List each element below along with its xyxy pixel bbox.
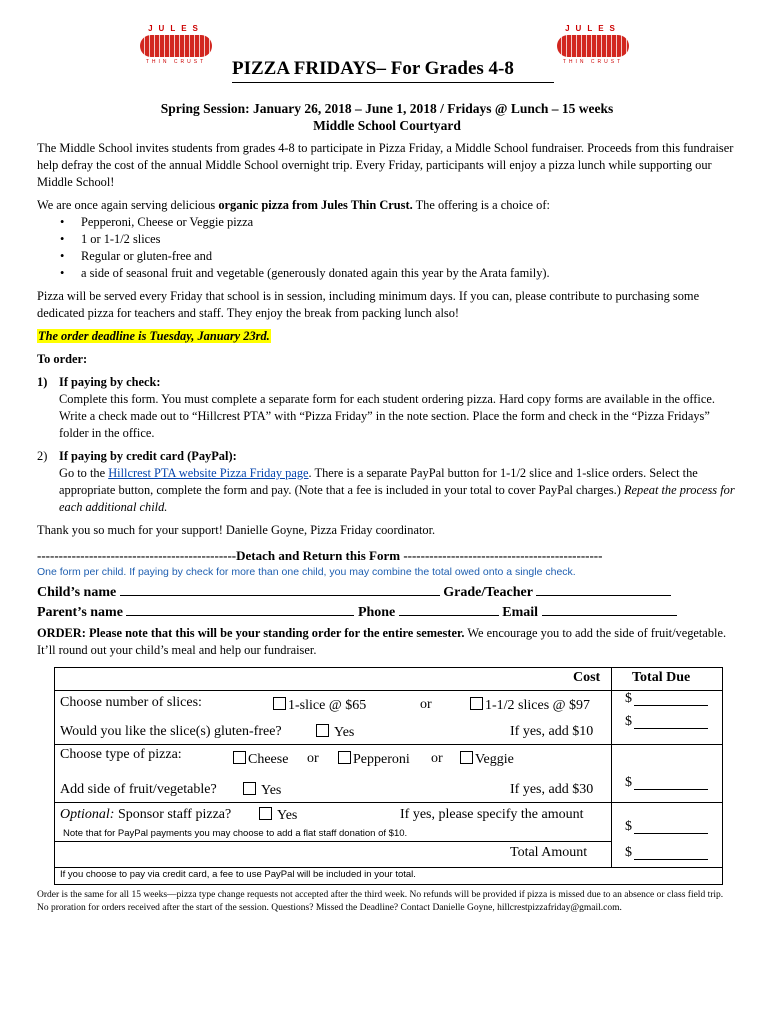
- side-option[interactable]: [243, 782, 281, 799]
- phone-field[interactable]: [399, 603, 499, 616]
- side-total-dollar: $: [625, 775, 632, 790]
- total-amount-field[interactable]: [634, 847, 708, 860]
- veggie-label: Veggie: [475, 752, 514, 767]
- pepperoni-option[interactable]: [338, 751, 410, 768]
- order-table: [54, 667, 723, 885]
- step-text: [59, 374, 737, 442]
- list-item: • Pepperoni, Cheese or Veggie pizza: [81, 214, 737, 231]
- deadline-line: [37, 328, 737, 345]
- child-name-label: Child’s name: [37, 585, 117, 600]
- cc-note-row: [55, 867, 722, 884]
- logo-word: JULES: [148, 24, 204, 33]
- child-name-field[interactable]: [120, 583, 440, 596]
- offer-paragraph: [37, 197, 737, 214]
- total-amount-dollar: $: [625, 845, 632, 860]
- order-paragraph: [37, 625, 737, 659]
- veggie-checkbox[interactable]: [460, 751, 473, 764]
- step-body: Complete this form. You must complete a separate form for each student ordering pizza. Hard copy forms are available in the office. Write a check made out to “Hillcrest PTA” with “Pizza Friday” in the note section. Place the form and check in the “Pizza Fridays” folder in the office.: [59, 392, 715, 440]
- sponsor-text: Sponsor staff pizza?: [114, 807, 232, 822]
- step-heading: If paying by check:: [59, 375, 161, 389]
- step-check: [37, 374, 737, 442]
- total-row: [55, 841, 722, 867]
- offering-list: [37, 214, 737, 282]
- cheese-label: Cheese: [248, 752, 289, 767]
- deadline-highlight: The order deadline is Tuesday, January 23rd.: [38, 329, 270, 343]
- logo-graphic: [140, 35, 212, 57]
- pepperoni-label: Pepperoni: [353, 752, 410, 767]
- pizza-type-question: Choose type of pizza:: [60, 747, 182, 762]
- yes-label: Yes: [333, 725, 355, 740]
- or-text: or: [420, 697, 432, 712]
- gluten-free-option[interactable]: [316, 724, 354, 741]
- logo-sub: THIN CRUST: [562, 59, 624, 65]
- logo-graphic: [557, 35, 629, 57]
- offer-post: The offering is a choice of:: [412, 198, 550, 212]
- offer-pre: We are once again serving delicious: [37, 198, 219, 212]
- gluten-free-total-dollar: $: [625, 714, 632, 729]
- jules-logo-left: [137, 24, 215, 74]
- footer-note: Order is the same for all 15 weeks—pizza type change requests not accepted after the third week. No refunds will be provided if pizza is missed due to an absence or class field trip. No proration for orders received after the start of the session. Questions? Missed the Deadline? Contact Danielle Goyne, hillcrestpizzafriday@gmail.com.: [37, 890, 724, 913]
- side-total-field[interactable]: [634, 777, 708, 790]
- served-paragraph: Pizza will be served every Friday that school is in session, including minimum days. If you can, please contribute to purchasing some dedicated pizza for teachers and staff. They enjoy the break from packing lunch also!: [37, 289, 700, 320]
- detach-line: ----------------------------------------------Detach and Return this Form ----------------------------------------------: [37, 548, 603, 563]
- gluten-free-question: Would you like the slice(s) gluten-free?: [60, 724, 282, 739]
- jules-logo-right: [554, 24, 632, 74]
- step-number: 1): [37, 375, 48, 389]
- cheese-checkbox[interactable]: [233, 751, 246, 764]
- step-paypal: [37, 448, 737, 516]
- paypal-donation-note: Note that for PayPal payments you may choose to add a flat staff donation of $10.: [63, 828, 408, 839]
- slice-1-label: 1-slice @ $65: [288, 698, 367, 713]
- step-italic: Repeat the process for each additional child.: [59, 483, 735, 514]
- slices-total-field[interactable]: [634, 693, 708, 706]
- cheese-option[interactable]: [233, 751, 288, 768]
- side-row: [55, 775, 722, 802]
- slice-1-option[interactable]: [273, 697, 366, 714]
- list-item: • a side of seasonal fruit and vegetable (generously donated again this year by the Arata family).: [81, 265, 737, 282]
- sponsor-total-dollar: $: [625, 819, 632, 834]
- total-due-header: Total Due: [632, 670, 691, 685]
- step-pre: Go to the: [59, 466, 109, 480]
- sponsor-total-field[interactable]: [634, 821, 708, 834]
- grade-label: Grade/Teacher: [443, 585, 533, 600]
- total-amount-label: Total Amount: [510, 845, 588, 860]
- slices-question: Choose number of slices:: [60, 695, 202, 710]
- sponsor-checkbox[interactable]: [259, 807, 272, 820]
- list-item: • 1 or 1-1/2 slices: [81, 231, 737, 248]
- thanks-line: Thank you so much for your support! Danielle Goyne, Pizza Friday coordinator.: [37, 523, 436, 537]
- gluten-free-cost: If yes, add $10: [510, 724, 594, 739]
- or-text: or: [431, 751, 443, 766]
- gluten-free-row: [55, 714, 722, 744]
- gluten-free-total-field[interactable]: [634, 716, 708, 729]
- cost-header: Cost: [573, 670, 601, 685]
- email-label: Email: [502, 605, 539, 620]
- step-heading: If paying by credit card (PayPal):: [59, 449, 237, 463]
- table-header-row: [55, 668, 722, 690]
- or-text: or: [307, 751, 319, 766]
- intro-paragraph: The Middle School invites students from grades 4-8 to participate in Pizza Friday, a Middle School fundraiser. Proceeds from this fundraiser help defray the cost of the annual Middle School overnight trip. Every Friday, participants will enjoy a pizza lunch while supporting our Middle School!: [37, 141, 734, 189]
- parent-name-label: Parent’s name: [37, 605, 123, 620]
- sponsor-row: [55, 802, 722, 841]
- slice-15-label: 1-1/2 slices @ $97: [485, 698, 591, 713]
- cc-fee-note: If you choose to pay via credit card, a fee to use PayPal will be included in your total.: [60, 869, 416, 880]
- logo-sub: THIN CRUST: [145, 59, 207, 65]
- yes-label: Yes: [260, 783, 282, 798]
- step-number: 2): [37, 449, 48, 463]
- pepperoni-checkbox[interactable]: [338, 751, 351, 764]
- sponsor-amount-text: If yes, please specify the amount: [400, 807, 584, 822]
- order-bold: ORDER: Please note that this will be your standing order for the entire semester.: [37, 626, 465, 640]
- side-checkbox[interactable]: [243, 782, 256, 795]
- optional-label: Optional:: [60, 807, 115, 822]
- sponsor-option[interactable]: [259, 807, 297, 824]
- order-rest: We encourage you to add the side of fruit/vegetable. It’ll round out your child’s meal and help our fundraiser.: [37, 626, 727, 657]
- phone-label: Phone: [357, 605, 396, 620]
- side-question: Add side of fruit/vegetable?: [60, 782, 217, 797]
- step-text: [59, 448, 737, 516]
- main-content: [37, 100, 737, 665]
- slice-15-checkbox[interactable]: [470, 697, 483, 710]
- offer-bold: organic pizza from Jules Thin Crust.: [218, 198, 413, 212]
- veggie-option[interactable]: [460, 751, 514, 768]
- session-line: Spring Session: January 26, 2018 – June 1, 2018 / Fridays @ Lunch – 15 weeks: [160, 101, 614, 116]
- yes-label: Yes: [276, 808, 298, 823]
- slices-total-dollar: $: [625, 691, 632, 706]
- slice-15-option[interactable]: [470, 697, 590, 714]
- parent-row: [37, 603, 737, 621]
- pizza-friday-page-link[interactable]: Hillcrest PTA website Pizza Friday page: [108, 466, 309, 480]
- child-row: [37, 583, 737, 601]
- logo-word: JULES: [565, 24, 621, 33]
- to-order-heading: To order:: [37, 352, 88, 366]
- pizza-type-row: [55, 744, 722, 775]
- location-line: Middle School Courtyard: [313, 118, 461, 133]
- step-post: . There is a separate PayPal button for 1-1/2 slice and 1-slice orders. Select the appropriate button, complete the form and pay. (Note that a fee is included in your total to cover PayPal charges.): [59, 466, 698, 497]
- slice-1-checkbox[interactable]: [273, 697, 286, 710]
- list-item: • Regular or gluten-free and: [81, 248, 737, 265]
- sponsor-question: [60, 807, 231, 823]
- one-form-note: One form per child. If paying by check for more than one child, you may combine the total owed onto a single check.: [37, 566, 576, 578]
- parent-name-field[interactable]: [126, 603, 354, 616]
- side-cost: If yes, add $30: [510, 782, 594, 797]
- slices-row: [55, 690, 722, 720]
- gluten-free-checkbox[interactable]: [316, 724, 329, 737]
- grade-teacher-field[interactable]: [536, 583, 671, 596]
- page-title: PIZZA FRIDAYS– For Grades 4-8: [232, 58, 554, 83]
- email-field[interactable]: [542, 603, 677, 616]
